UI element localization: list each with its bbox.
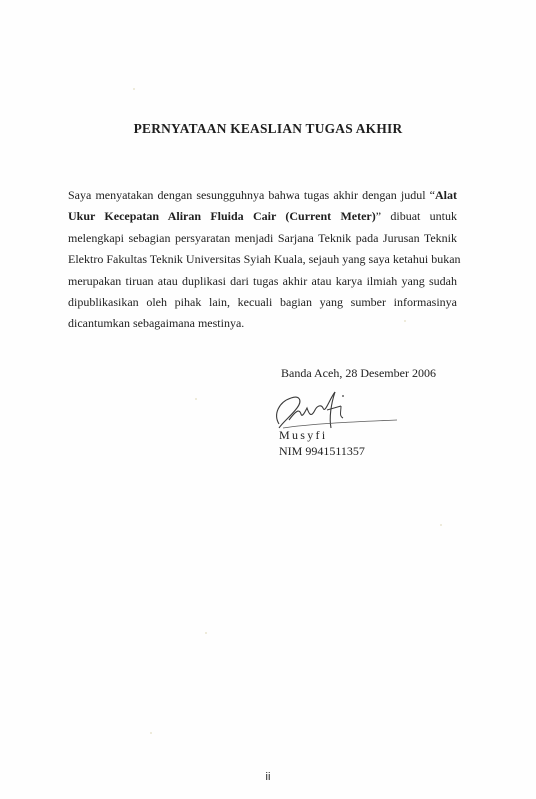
paragraph-line: merupakan tiruan atau duplikasi dari tugas akhir atau karya ilmiah yang sudah xyxy=(68,273,457,288)
page-number: ii xyxy=(265,771,271,783)
thesis-title-part: Ukur Kecepatan Aliran Fluida Cair (Current Meter) xyxy=(68,209,376,224)
scan-speck xyxy=(133,88,135,90)
place-date: Banda Aceh, 28 Desember 2006 xyxy=(281,366,436,380)
paragraph-text: ” dibuat untuk xyxy=(375,209,457,224)
paragraph-line: dipublikasikan oleh pihak lain, kecuali bagian yang sumber informasinya xyxy=(68,295,457,310)
scan-speck xyxy=(195,398,197,400)
paragraph-line: melengkapi sebagian persyaratan menjadi Sarjana Teknik pada Jurusan Teknik xyxy=(68,230,457,245)
handwritten-signature xyxy=(269,384,399,432)
paragraph-line: Elektro Fakultas Teknik Universitas Syiah Kuala, sejauh yang saya ketahui bukan xyxy=(68,252,461,267)
signatory-nim: NIM 9941511357 xyxy=(279,444,365,458)
thesis-title-part: Alat xyxy=(435,188,457,202)
paragraph-text: Saya menyatakan dengan sesungguhnya bahwa tugas akhir dengan judul “ xyxy=(68,188,435,202)
scan-speck xyxy=(440,524,442,526)
paragraph-line xyxy=(68,206,457,227)
paragraph-line: dicantumkan sebagaimana mestinya. xyxy=(68,316,245,331)
scan-speck xyxy=(404,320,406,322)
scan-speck xyxy=(150,732,152,734)
document-title: PERNYATAAN KEASLIAN TUGAS AKHIR xyxy=(133,121,403,136)
statement-paragraph xyxy=(68,185,461,335)
signatory-name: Musyfi xyxy=(279,428,328,442)
paragraph-line xyxy=(68,185,457,206)
scan-speck xyxy=(205,632,207,634)
